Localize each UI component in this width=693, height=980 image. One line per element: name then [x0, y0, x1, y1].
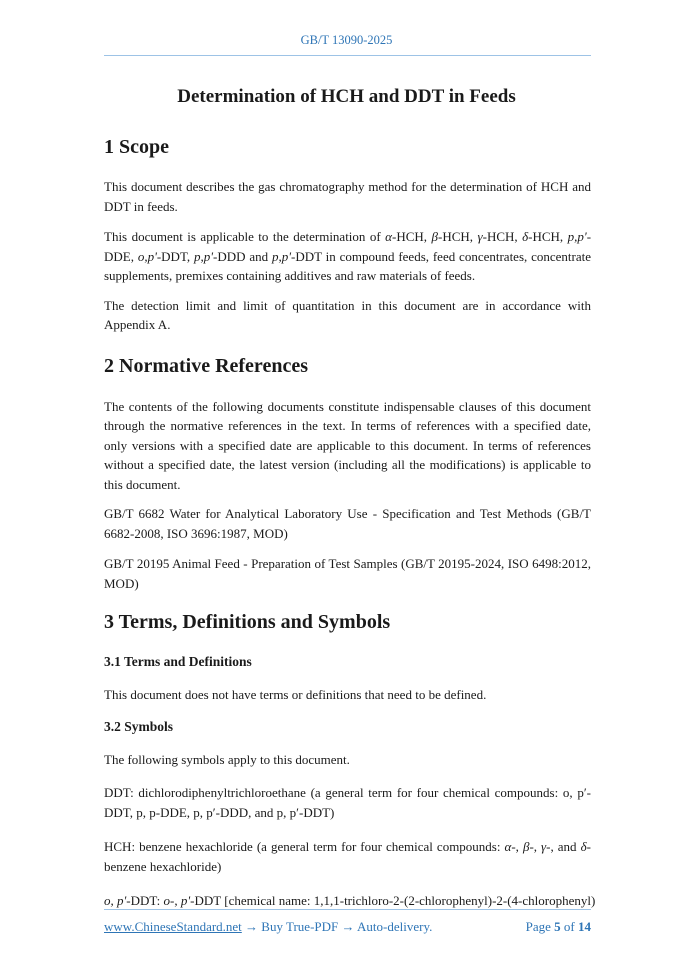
section-heading-scope: 1 Scope [104, 136, 169, 158]
symbol-ddt: DDT: dichlorodiphenyltrichloroethane (a general term for four chemical compounds: o, p′-DDT, p, p-DDE, p, p′-DDD, and p, p′-DDT) [104, 785, 591, 820]
footer [104, 918, 591, 936]
header-doc-code: GB/T 13090-2025 [300, 33, 393, 47]
section-heading-terms: 3 Terms, Definitions and Symbols [104, 611, 391, 633]
symbol-op-ddt: o, p'-DDT: o-, p'-DDT [chemical name: 1,1,1-trichloro-2-(2-chlorophenyl)-2-(4-chlorophenyl) [104, 893, 596, 908]
header-rule [104, 55, 591, 56]
scope-paragraph-1: This document describes the gas chromatography method for the determination of HCH and DDT in feeds. [104, 179, 591, 214]
scope-paragraph-2: This document is applicable to the determination of α-HCH, β-HCH, γ-HCH, δ-HCH, p,p'-DDE, o,p'-DDT, p,p'-DDD and p,p'-DDT in compound feeds, feed concentrates, concentrate supplements, premixes containing additives and raw materials of feeds. [104, 229, 592, 283]
document-title: Determination of HCH and DDT in Feeds [177, 86, 516, 107]
normative-reference-gb20195: GB/T 20195 Animal Feed - Preparation of Test Samples (GB/T 20195-2024, ISO 6498:2012, MOD) [104, 556, 591, 591]
subsection-heading-terms-definitions: 3.1 Terms and Definitions [104, 654, 252, 669]
symbols-intro: The following symbols apply to this document. [104, 751, 350, 767]
normative-paragraph-1: The contents of the following documents constitute indispensable clauses of this document through the normative references in the text. In terms of references with a specified date, only versions with a specified date are applicable to this document. In terms of references without a specified date, the latest version (including all the modifications) is applicable to this document. [104, 398, 591, 492]
footer-site-link[interactable]: www.ChineseStandard.net [104, 919, 242, 934]
footer-purchase-text: → Buy True-PDF → Auto-delivery. [241, 919, 433, 934]
terms-paragraph: This document does not have terms or definitions that need to be defined. [104, 687, 487, 702]
page-indicator: Page 5 of 14 [525, 919, 591, 934]
scope-paragraph-3: The detection limit and limit of quantitation in this document are in accordance with Appendix A. [104, 297, 591, 332]
normative-reference-gb6682: GB/T 6682 Water for Analytical Laboratory Use - Specification and Test Methods (GB/T 6682-2008, ISO 3696:1987, MOD) [104, 506, 591, 541]
subsection-heading-symbols: 3.2 Symbols [104, 718, 174, 734]
symbol-hch: HCH: benzene hexachloride (a general term for four chemical compounds: α-, β-, γ-, and δ-benzene hexachloride) [104, 839, 591, 874]
footer-rule [104, 909, 591, 910]
section-heading-normative-references: 2 Normative References [104, 354, 308, 377]
